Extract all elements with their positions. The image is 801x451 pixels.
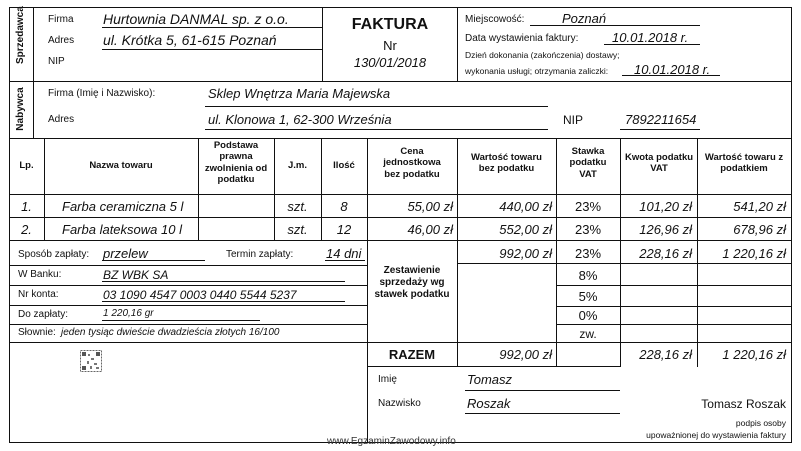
- buyer-nip-value: 7892211654: [625, 112, 697, 127]
- seller-section-label: Sprzedawca: [15, 6, 26, 64]
- row-2-wartosc-bez: 552,00 zł: [499, 222, 552, 237]
- nazwisko-value: Roszak: [467, 396, 511, 411]
- buyer-adres-value: ul. Klonowa 1, 62-300 Września: [208, 112, 392, 127]
- header-nazwa: Nazwa towaru: [89, 160, 153, 171]
- row-1-nazwa: Farba ceramiczna 5 l: [62, 199, 184, 214]
- header-wartosc-bez: Wartość towaru bez podatku: [471, 152, 542, 175]
- wykonania-label: wykonania usługi; otrzymania zaliczki:: [465, 66, 609, 76]
- row-1-lp: 1.: [21, 199, 32, 214]
- invoice-nr-label: Nr: [383, 38, 397, 53]
- row-1-wartosc-bez: 440,00 zł: [499, 199, 552, 214]
- data-wystawienia-label: Data wystawienia faktury:: [465, 33, 579, 44]
- header-stawka: Stawka podatku VAT: [569, 146, 607, 180]
- do-zaplaty-label: Do zapłaty:: [18, 309, 69, 320]
- sposob-zaplaty-value: przelew: [103, 246, 148, 261]
- seller-adres-label: Adres: [48, 35, 75, 46]
- buyer-firma-value: Sklep Wnętrza Maria Majewska: [208, 86, 391, 101]
- summary-5-stawka: 5%: [578, 289, 598, 304]
- razem-label: RAZEM: [388, 347, 436, 362]
- row-1-wartosc-z: 541,20 zł: [733, 199, 786, 214]
- row-1-cena: 55,00 zł: [407, 199, 453, 214]
- signature-caption-2: upoważnionej do wystawienia faktury: [646, 430, 786, 440]
- nazwisko-label: Nazwisko: [378, 398, 421, 409]
- summary-23-vat: 228,16 zł: [639, 246, 692, 261]
- row-2-jm: szt.: [287, 222, 308, 237]
- data-wystawienia-value: 10.01.2018 r.: [612, 30, 689, 45]
- razem-netto: 992,00 zł: [499, 347, 552, 362]
- invoice-number: 130/01/2018: [353, 55, 427, 70]
- buyer-firma-label: Firma (Imię i Nazwisko):: [48, 88, 156, 99]
- summary-23-brutto: 1 220,16 zł: [722, 246, 786, 261]
- header-wartosc-z: Wartość towaru z podatkiem: [704, 152, 784, 175]
- summary-zw-stawka: zw.: [579, 327, 597, 341]
- bank-label: W Banku:: [18, 269, 62, 280]
- header-lp: Lp.: [19, 160, 34, 171]
- razem-vat: 228,16 zł: [639, 347, 692, 362]
- row-2-kwota: 126,96 zł: [639, 222, 692, 237]
- seller-nip-label: NIP: [48, 56, 65, 67]
- slownie-label: Słownie:: [18, 327, 56, 338]
- imie-label: Imię: [378, 374, 397, 385]
- zestawienie-label: Zestawienie sprzedaży wg stawek podatku: [374, 265, 450, 300]
- buyer-adres-label: Adres: [48, 114, 75, 125]
- do-zaplaty-value: 1 220,16 gr: [103, 308, 154, 319]
- row-1-stawka: 23%: [574, 199, 602, 214]
- header-kwota: Kwota podatku VAT: [624, 152, 694, 175]
- row-2-stawka: 23%: [574, 222, 602, 237]
- dzien-dokonania-label: Dzień dokonania (zakończenia) dostawy;: [465, 50, 620, 60]
- signature-caption-1: podpis osoby: [735, 418, 786, 428]
- seller-firma-label: Firma: [48, 14, 74, 25]
- watermark-text: www.EgzaminZawodowy.info: [327, 436, 456, 447]
- sposob-zaplaty-label: Sposób zapłaty:: [18, 249, 90, 260]
- seller-firma-value: Hurtownia DANMAL sp. z o.o.: [103, 11, 289, 27]
- summary-8-stawka: 8%: [578, 268, 598, 283]
- summary-0-stawka: 0%: [578, 308, 598, 323]
- row-1-ilosc: 8: [340, 199, 348, 214]
- row-1-kwota: 101,20 zł: [639, 199, 692, 214]
- summary-23-stawka: 23%: [574, 246, 602, 261]
- nr-konta-label: Nr konta:: [18, 289, 59, 300]
- dzien-dokonania-value: 10.01.2018 r.: [634, 62, 711, 77]
- row-2-nazwa: Farba lateksowa 10 l: [62, 222, 182, 237]
- row-2-cena: 46,00 zł: [407, 222, 453, 237]
- row-2-wartosc-z: 678,96 zł: [733, 222, 786, 237]
- buyer-section-label: Nabywca: [15, 87, 26, 131]
- invoice-title: FAKTURA: [351, 16, 429, 33]
- buyer-nip-label: NIP: [563, 113, 584, 127]
- header-jm: J.m.: [287, 160, 307, 171]
- slownie-value: jeden tysiąc dwieście dwadzieścia złotych 16/100: [61, 327, 280, 338]
- seller-adres-value: ul. Krótka 5, 61-615 Poznań: [103, 32, 277, 48]
- termin-zaplaty-label: Termin zapłaty:: [226, 249, 294, 260]
- imie-value: Tomasz: [467, 372, 513, 387]
- nr-konta-value: 03 1090 4547 0003 0440 5544 5237: [103, 288, 297, 302]
- signer-name: Tomasz Roszak: [701, 397, 786, 411]
- qr-code-icon: [80, 350, 102, 372]
- miejscowosc-value: Poznań: [562, 11, 607, 26]
- razem-brutto: 1 220,16 zł: [722, 347, 786, 362]
- header-cena: Cena jednostkowa bez podatku: [383, 146, 441, 180]
- header-ilosc: Ilość: [333, 160, 355, 171]
- bank-value: BZ WBK SA: [103, 268, 169, 282]
- summary-23-netto: 992,00 zł: [499, 246, 552, 261]
- termin-zaplaty-value: 14 dni: [326, 246, 362, 261]
- header-podstawa: Podstawa prawna zwolnienia od podatku: [204, 140, 268, 186]
- row-2-ilosc: 12: [336, 222, 352, 237]
- row-1-jm: szt.: [287, 199, 308, 214]
- row-2-lp: 2.: [21, 222, 32, 237]
- miejscowosc-label: Miejscowość:: [465, 14, 525, 25]
